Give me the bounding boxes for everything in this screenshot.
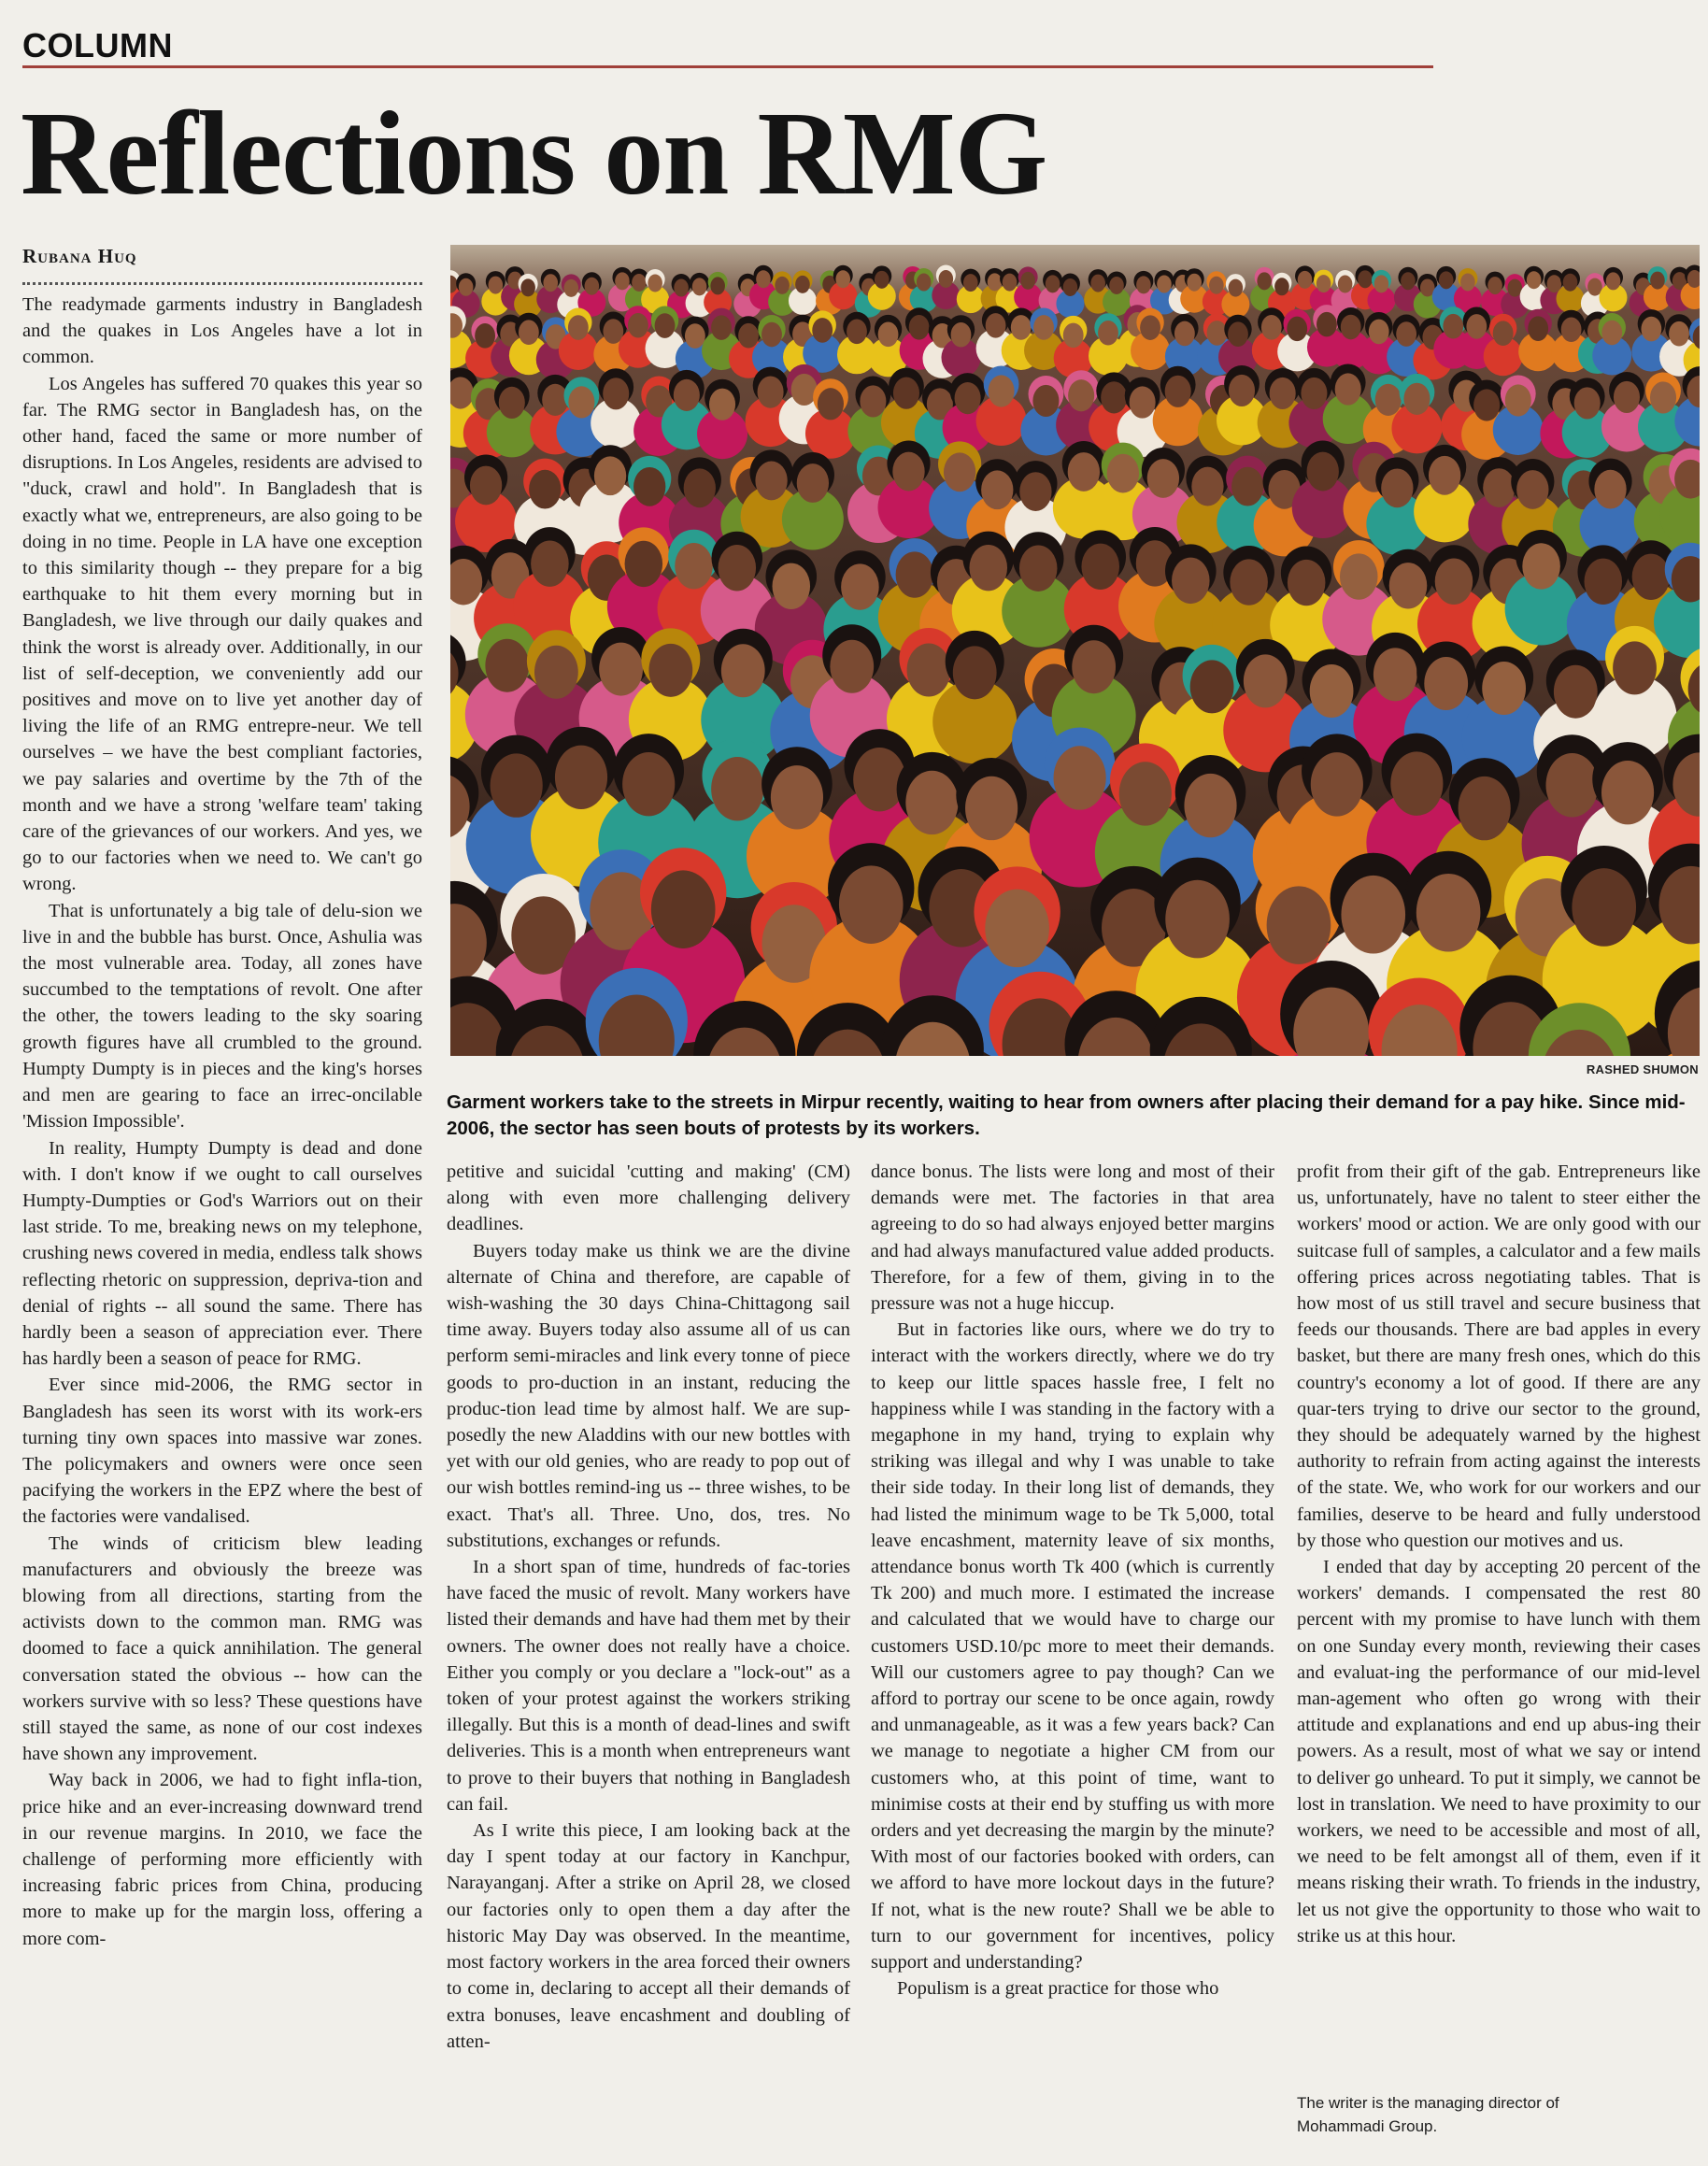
crowd-figure-face [1033, 315, 1054, 340]
crowd-figure-face [1165, 880, 1230, 959]
crowd-figure-face [1107, 454, 1139, 493]
crowd-figure-face [1594, 470, 1626, 509]
crowd-figure-face [1184, 774, 1236, 837]
paragraph: That is unfortunately a big tale of delu-sion we live in and the bubble has burst. Once, Ashulia was the most vulnerable area. Today, all zones have succumbed to the temptations of revolt. One after the other, the towers leading to the sky soaring growth figures have all crumbled to the ground. Humpty Dumpty is in pieces and the king's horses and men are gearing to face an irrec-oncilable 'Mission Impossible'. [22, 900, 422, 1133]
crowd-figure-face [853, 748, 905, 811]
crowd-figure-face [1459, 777, 1511, 840]
photo-caption: Garment workers take to the streets in Mirpur recently, waiting to hear from owners after placing their demand for a pay hike. Since mid-2006, the sector has seen bouts of protests by its workers. [447, 1091, 1686, 1139]
crowd-figure-face [909, 315, 930, 340]
crowd-figure-face [1563, 274, 1578, 292]
crowd-figure-face [795, 276, 810, 293]
crowd-figure-face [1522, 543, 1560, 589]
crowd-figure-face [520, 278, 535, 296]
article-column-1 [22, 292, 422, 2155]
crowd-figure-face [721, 644, 765, 697]
crowd-figure-face [599, 643, 643, 696]
crowd-figure-face [907, 644, 951, 697]
crowd-figure-face [491, 753, 543, 817]
crowd-figure-face [489, 277, 504, 294]
crowd-figure-face [1641, 317, 1661, 342]
article-column-3 [871, 1159, 1274, 2155]
crowd-figure-face [563, 279, 578, 297]
crowd-figure-face [625, 541, 663, 587]
crowd-figure-face [1473, 389, 1500, 420]
protest-crowd-photo [450, 245, 1700, 1056]
crowd-figure-face [711, 757, 763, 820]
crowd-figure-face [989, 375, 1015, 406]
crowd-figure-face [1381, 468, 1413, 507]
crowd-figure-face [1606, 272, 1621, 290]
crowd-figure-face [1288, 560, 1326, 606]
crowd-figure-face [1032, 385, 1059, 417]
crowd-figure-face [1390, 751, 1443, 815]
crowd-figure-face [1632, 554, 1671, 600]
crowd-figure-face [1101, 381, 1127, 413]
crowd-figure-face [755, 462, 787, 501]
crowd-figure-face [1140, 315, 1160, 340]
crowd-figure-face [1190, 660, 1234, 713]
crowd-figure-face [710, 277, 725, 294]
crowd-figure-face [1157, 276, 1172, 293]
paragraph: As I write this piece, I am looking back at the day I spent today at our factory in Kanchpur, Narayanganj. After a strike on April 28, we closed our factories only to open them a day after the historic May Day was observed. In the meantime, most factory workers in the area forced their owners to come in, declaring to accept all their demands of extra bonuses, leave encashment and doubling of atten- [447, 1820, 850, 2052]
crowd-figure-face [543, 274, 558, 292]
crowd-figure-face [860, 385, 886, 417]
crowd-figure-face [1317, 275, 1331, 292]
crowd-figure-face [761, 322, 782, 348]
crowd-figure-face [1209, 277, 1224, 294]
crowd-figure-face [1554, 665, 1598, 719]
crowd-figure-face [709, 389, 735, 420]
crowd-figure-face [1341, 876, 1405, 954]
crowd-figure-face [944, 452, 975, 492]
crowd-figure-face [1545, 753, 1598, 817]
crowd-figure-face [1020, 272, 1035, 290]
crowd-figure-face [1267, 886, 1331, 964]
crowd-figure-face [841, 563, 879, 609]
crowd-figure-face [1317, 312, 1337, 337]
headline: Reflections on RMG [21, 87, 1047, 220]
crowd-figure-face [648, 644, 692, 697]
crowd-figure-face [1046, 275, 1060, 292]
crowd-figure-face [1505, 384, 1531, 416]
crowd-figure-face [756, 270, 771, 288]
crowd-figure-face [812, 318, 833, 343]
crowd-figure-face [1650, 381, 1676, 413]
paragraph: Way back in 2006, we had to fight infla-tion, price hike and an ever-increasing downward trend in our revenue margins. In 2010, we face the challenge of performing more efficiently with increasing fabric prices from China, producing more to make up for the margin loss, offering a more com- [22, 1770, 422, 1949]
crowd-figure-face [1072, 640, 1116, 693]
crowd-figure-face [1068, 452, 1100, 492]
crowd-figure-face [615, 272, 630, 290]
paragraph: In a short span of time, hundreds of fac-tories have faced the music of revolt. Many workers have listed their demands and have had them met by their owners. The owner does not really have a choice. Either you comply or you declare a "lock-out" as a token of your protest against the workers striking illegally. But this is a month of dead-lines and swift deliveries. This is a month when entrepreneurs want to prove to their buyers that nothing in Bangladesh can fail. [447, 1557, 850, 1815]
crowd-figure-face [1341, 315, 1361, 340]
crowd-figure-face [685, 323, 705, 349]
crowd-figure-face [674, 279, 689, 297]
crowd-figure-face [847, 319, 867, 344]
crowd-figure-face [1574, 387, 1601, 419]
crowd-figure-face [772, 563, 810, 609]
paragraph: Buyers today make us think we are the divine alternate of China and therefore, are capable of wish-washing the 30 days China-Chittagong sail time away. Buyers today also assume all of us can perform semi-miracles and link every tonne of piece goods to pro-duction in an instant, reducing the produc-tion lead time by almost half. We are sup-posedly the new Aladdins with our new bottles with yet with our old genies, who are ready to pop out of our wish bottles remind-ing us -- three wishes, to be exact. That's all. Three. Uno, dos, tres. No substitutions, exchanges or refunds. [447, 1240, 850, 1551]
crowd-figure-face [969, 545, 1007, 591]
crowd-figure-face [1613, 641, 1657, 694]
crowd-figure-face [1270, 378, 1296, 409]
crowd-figure-face [1187, 274, 1202, 292]
crowd-figure-face [1614, 381, 1640, 413]
crowd-figure-face [986, 313, 1006, 338]
crowd-figure-face [1561, 317, 1582, 342]
crowd-figure-face [1231, 467, 1263, 506]
crowd-figure-face [981, 470, 1013, 509]
crowd-figure-face [1191, 467, 1223, 506]
crowd-figure-face [892, 452, 924, 492]
byline-divider [22, 282, 422, 285]
crowd-figure-face [1261, 315, 1282, 340]
crowd-figure-face [1090, 275, 1105, 292]
crowd-figure-face [1228, 321, 1248, 347]
crowd-figure-face [939, 270, 954, 288]
crowd-figure-face [651, 870, 716, 948]
paragraph: dance bonus. The lists were long and most of their demands were met. The factories in that area agreeing to do so had always enjoyed better margins and had always manufactured value added products. Therefore, for a few of them, giving in to the pressure was not a huge hiccup. [871, 1161, 1274, 1315]
crowd-figure-face [475, 323, 495, 349]
crowd-figure-face [1358, 270, 1373, 288]
crowd-figure-face [1165, 376, 1191, 407]
crowd-figure-face [555, 746, 607, 809]
paragraph: Ever since mid-2006, the RMG sector in Bangladesh has seen its worst with its work-ers turning tiny own spaces into massive war zones. The policymakers and owners were once seen pacifying the workers in the EPZ where the best of the factories were vandalised. [22, 1375, 422, 1528]
paragraph: profit from their gift of the gab. Entrepreneurs like us, unfortunately, have no talent to steer either the workers' mood or action. We are only good with our suitcase full of samples, a calculator and a few mails offering prices across negotiating tables. That is how most of us still travel and secure business that feeds our thousands. There are bad apples in every basket, but there are many fresh ones, which do this country's economy a lot of good. If there are any quar-ters trying to drive our sector to the ground, they should be adequately warned by the highest authority to refrain from acting against the interests of the state. We, who work for our workers and our families, deserve to be heard and fully understood by those who question our motives and us. [1297, 1161, 1701, 1551]
crowd-figure-face [839, 865, 904, 944]
crowd-figure-face [568, 386, 594, 418]
photo-credit: RASHED SHUMON [1586, 1062, 1699, 1076]
crowd-figure-face [1287, 317, 1307, 342]
crowd-figure-face [1435, 559, 1473, 605]
crowd-figure-face [529, 470, 561, 509]
crowd-figure-face [633, 467, 665, 506]
crowd-figure-face [1063, 278, 1078, 296]
crowd-figure-face [1098, 321, 1118, 346]
crowd-figure-face [1601, 321, 1622, 346]
crowd-figure-face [531, 540, 569, 586]
crowd-figure-face [1375, 384, 1402, 416]
writer-note: The writer is the managing director of Mohammadi Group. [1297, 2094, 1559, 2135]
crowd-figure-face [1172, 558, 1210, 604]
crowd-figure-face [622, 752, 675, 816]
crowd-figure-face [1311, 752, 1363, 816]
paragraph: petitive and suicidal 'cutting and making' (CM) along with even more challenging delivery deadlines. [447, 1161, 850, 1235]
paragraph: But in factories like ours, where we do try to interact with the workers directly, where we do try to keep our little spaces hassle free, I felt no happiness while I was standing in the factory with a megaphone in my hand, trying to explain why striking was illegal and why I was unable to take their side today. In their long list of demands, they had listed the minimum wage to be Tk 5,000, total leave encashment, maternity leave of six months, attendance bonus worth Tk 400 (which is currently Tk 200) and much more. I estimated the increase and calculated that we would have to charge our customers USD.10/pc more to meet their demands. Will our customers agree to pay though? Can we afford to portray our scene to be once again, rowdy and unmanageable, as it was a few years back? Can we manage to negotiate a higher CM from our customers who, at this point of time, want to minimise costs at their end by stuffing us with more orders and yet decreasing the margin by the minute? With most of our factories booked with orders, can we afford to have more lockout days in the future? If not, what is the new route? Shall we be able to turn to our government for incentives, policy support and understanding? [871, 1319, 1274, 1974]
crowd-figure-face [875, 271, 890, 289]
crowd-figure-face [988, 273, 1003, 291]
crowd-figure-face [603, 378, 629, 409]
crowd-figure-face [1369, 320, 1389, 345]
crowd-figure-face [470, 466, 502, 506]
crowd-figure-face [1307, 452, 1339, 492]
crowd-figure-face [1439, 271, 1454, 289]
section-divider [22, 65, 1433, 68]
crowd-figure-face [775, 277, 790, 294]
crowd-figure-face [878, 322, 899, 348]
crowd-figure-face [594, 456, 626, 495]
crowd-figure-face [1669, 321, 1689, 347]
crowd-figure-face [1019, 546, 1058, 591]
crowd-figure-face [955, 382, 981, 414]
crowd-figure-face [1335, 373, 1361, 405]
crowd-figure-face [499, 387, 525, 419]
crowd-figure-face [985, 890, 1049, 968]
crowd-figure-face [758, 377, 784, 408]
crowd-figure-face [1396, 321, 1416, 347]
crowd-figure-face [1443, 314, 1463, 339]
crowd-figure-face [648, 275, 662, 292]
crowd-figure-face [1401, 272, 1416, 290]
crowd-figure-face [1109, 277, 1124, 294]
crowd-figure-face [797, 463, 829, 503]
crowd-figure-face [519, 320, 539, 345]
crowd-figure-face [1507, 279, 1522, 297]
paragraph: I ended that day by accepting 20 percent of the workers' demands. I compensated the rest 80 percent with my promise to have lunch with them on one Sunday every month, reviewing their cases and evaluat-ing the performance of our mid-level man-agement who often go wrong with their attitude and explanations and end up abus-ing their powers. As a result, most of what we say or intend to deliver go unheard. To put it simply, we cannot be lost in translation. We need to have proximity to our workers, we need to be accessible and most of all, we need to be felt amongst all of them, even if it means risking their wrath. To friends in the industry, let us not give the opportunity to those who wait to strike us at this hour. [1297, 1557, 1701, 1946]
crowd-figure-face [1119, 762, 1172, 825]
crowd-figure-face [1374, 648, 1417, 701]
paragraph: In reality, Humpty Dumpty is dead and done with. I don't know if we ought to call ourselves Humpty-Dumpties or God's Warriors out on their last stride. To me, breaking news on my telephone, crushing news covered in media, endless talk shows reflecting rhetoric on suppression, depriva-tion and denial of rights -- all sound the same. There has hardly been a season of appreciation ever. There has hardly been a season of peace for RMG. [22, 1137, 422, 1370]
crowd-figure-face [951, 322, 972, 348]
crowd-figure-face [1572, 868, 1636, 947]
crowd-figure-face [1424, 657, 1468, 710]
article-column-4 [1297, 1159, 1701, 2056]
paragraph: Los Angeles has suffered 70 quakes this year so far. The RMG sector in Bangladesh has, on the other hand, faced the same or more number of disruptions. In Los Angeles, residents are advised to "duck, crawl and hold". In Bangladesh that is exactly what we, entrepreneurs, are also going to be doing in no time. People in LA have one exception to this similarity though -- they prepare for a big earthquake to hit them every morning but in Bangladesh, we live through our daily quakes and think the worst is already over. Additionally, in our list of self-deception, we conveniently add our positives and move on to live yet another day of living the life of an RMG entrepre-neur. We tell ourselves – we have the best compliant factories, we pay salaries and overtime by the 7th of the month and we have a strong 'welfare team' taking care of the grievances of our workers. And yes, we go to our factories when we need to. We can't go wrong. [22, 373, 422, 895]
crowd-figure-face [1483, 468, 1515, 507]
crowd-figure-face [917, 274, 932, 292]
crowd-figure-face [963, 274, 978, 292]
article-column-2 [447, 1159, 850, 2155]
crowd-figure-face [1516, 470, 1548, 509]
crowd-figure-face [534, 646, 578, 699]
crowd-figure-face [1528, 316, 1548, 341]
crowd-figure-face [1011, 315, 1032, 340]
crowd-figure-face [1063, 323, 1084, 349]
crowd-figure-face [1130, 386, 1156, 418]
crowd-figure-face [1244, 654, 1288, 707]
crowd-figure-face [674, 379, 700, 411]
crowd-figure-face [893, 378, 919, 409]
crowd-figure-face [585, 278, 600, 295]
crowd-figure-face [1003, 274, 1018, 292]
byline: Rubana Huq [22, 245, 137, 267]
crowd-illustration [450, 245, 1700, 1056]
crowd-figure-face [1257, 272, 1272, 290]
crowd-figure-face [628, 313, 648, 338]
crowd-figure-face [896, 551, 934, 597]
crowd-figure-face [1429, 456, 1460, 495]
crowd-figure-face [711, 315, 732, 340]
crowd-figure-face [1389, 563, 1428, 608]
crowd-figure-face [1230, 559, 1268, 605]
crowd-figure-face [1482, 662, 1526, 715]
crowd-figure-face [965, 777, 1018, 840]
crowd-figure-face [771, 765, 823, 829]
crowd-figure-face [684, 468, 716, 507]
crowd-figure-face [1301, 378, 1327, 409]
crowd-figure-face [1019, 472, 1051, 511]
crowd-figure-face [655, 313, 676, 338]
crowd-figure-face [1229, 375, 1255, 406]
crowd-figure-face [1650, 272, 1665, 290]
crowd-figure-face [1068, 379, 1094, 411]
section-label: COLUMN [22, 26, 173, 64]
paragraph: Populism is a great practice for those who [897, 1978, 1219, 2000]
crowd-figure-face [1310, 664, 1354, 718]
crowd-figure-face [1527, 271, 1542, 289]
paragraph: The readymade garments industry in Bangladesh and the quakes in Los Angeles have a lot in common. [22, 294, 422, 368]
crowd-figure-face [1054, 746, 1106, 809]
crowd-figure-face [1147, 459, 1179, 498]
crowd-figure-face [632, 274, 647, 292]
crowd-figure-face [1460, 274, 1475, 292]
crowd-figure-face [830, 640, 874, 693]
crowd-figure-face [1207, 321, 1228, 346]
crowd-figure-face [1136, 276, 1151, 293]
paragraph: The winds of criticism blew leading manufacturers and obviously the breeze was blowing from all directions, starting from the activists down to the common man. RMG was doomed to face a quick annihilation. The general conversation stated the obvious -- how can the workers survive with so less? These questions have still stayed the same, as none of our cost indexes have shown any improvement. [22, 1532, 422, 1765]
crowd-figure-face [1298, 271, 1313, 289]
crowd-figure-face [1493, 321, 1514, 346]
crowd-figure-face [459, 278, 474, 296]
crowd-figure-face [1466, 314, 1487, 339]
crowd-figure-face [568, 315, 589, 340]
crowd-figure-face [835, 270, 850, 288]
crowd-figure-face [905, 771, 958, 834]
crowd-figure-face [818, 388, 844, 420]
crowd-figure-face [1229, 279, 1244, 297]
crowd-figure-face [1340, 553, 1378, 599]
crowd-figure-face [675, 543, 713, 589]
crowd-figure-face [1338, 276, 1353, 293]
crowd-figure-face [738, 323, 759, 349]
crowd-figure-face [1174, 321, 1195, 347]
crowd-figure-face [718, 545, 756, 591]
crowd-figure-face [1416, 874, 1481, 952]
crowd-figure-face [1081, 544, 1119, 590]
crowd-figure-face [692, 278, 707, 295]
crowd-figure-face [1274, 278, 1289, 295]
crowd-figure-face [1374, 275, 1389, 292]
crowd-figure-face [1585, 559, 1623, 605]
crowd-figure-face [485, 639, 529, 692]
crowd-figure-face [1487, 277, 1502, 294]
crowd-figure-face [1601, 761, 1654, 824]
crowd-figure-face [953, 646, 997, 699]
crowd-figure-face [1403, 383, 1430, 415]
